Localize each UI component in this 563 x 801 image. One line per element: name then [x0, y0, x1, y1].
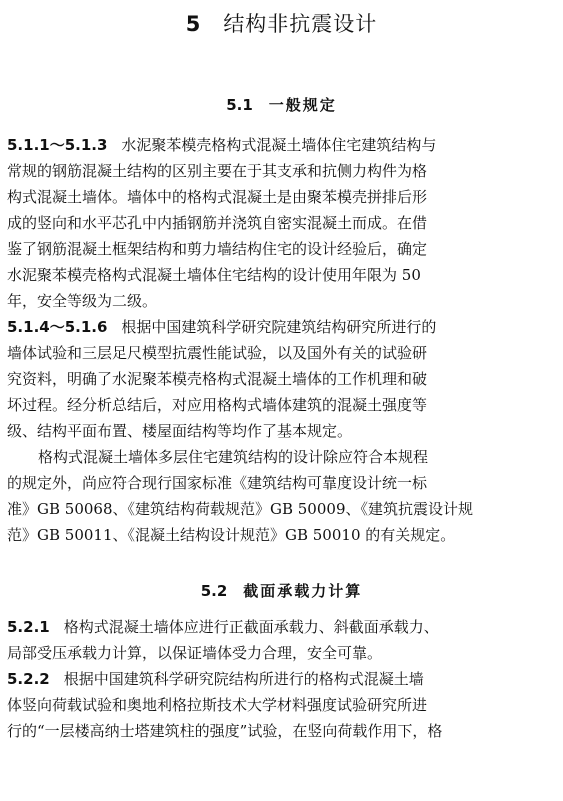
text-line: 成的竖向和水平芯孔中内插钢筋并浇筑自密实混凝土而成。在借 [7, 214, 428, 232]
text-line: 年，安全等级为二级。 [7, 292, 158, 310]
chapter-title [0, 8, 563, 38]
clause-5-1-4-first-line [7, 314, 556, 340]
section-number: 5.1 [226, 96, 253, 114]
text-line: 格构式混凝土墙体应进行正截面承载力、斜截面承载力、 [63, 618, 439, 636]
clause-5-2-1-first-line [7, 614, 556, 640]
text-line: 行的“一层楼高纳士塔建筑柱的强度”试验，在竖向荷载作用下，格 [7, 722, 443, 740]
clause-number: 5.2.1 [7, 618, 50, 636]
text-line: 坏过程。经分析总结后，对应用格构式墙体建筑的混凝土强度等 [7, 396, 428, 414]
paragraph-first-line: 格构式混凝土墙体多层住宅建筑结构的设计除应符合本规程 [38, 448, 429, 466]
clause-number: 5.1.1～5.1.3 [7, 136, 108, 154]
text-line: 范》GB 50011、《混凝土结构设计规范》GB 50010 的有关规定。 [7, 526, 456, 544]
section-title-text: 截面承载力计算 [243, 582, 363, 600]
section-title-5-1 [0, 94, 563, 115]
text-line: 常规的钢筋混凝土结构的区别主要在于其支承和抗侧力构件为格 [7, 162, 428, 180]
text-line: 准》GB 50068、《建筑结构荷载规范》GB 50009、《建筑抗震设计规 [7, 500, 473, 518]
text-line: 水泥聚苯模壳格构式混凝土墙体住宅建筑结构与 [121, 136, 437, 154]
text-line: 根据中国建筑科学研究院建筑结构研究所进行的 [121, 318, 437, 336]
text-line: 构式混凝土墙体。墙体中的格构式混凝土是由聚苯模壳拼排后形 [7, 188, 428, 206]
section-number: 5.2 [200, 582, 228, 600]
section-title-5-2 [0, 580, 563, 601]
clause-number: 5.1.4～5.1.6 [7, 318, 108, 336]
clause-number: 5.2.2 [7, 670, 50, 688]
chapter-title-text: 结构非抗震设计 [223, 12, 378, 36]
text-line: 究资料，明确了水泥聚苯模壳格构式混凝土墙体的工作机理和破 [7, 370, 428, 388]
text-line: 根据中国建筑科学研究院结构所进行的格构式混凝土墙 [63, 670, 424, 688]
section-title-text: 一般规定 [268, 96, 337, 114]
text-line: 级、结构平面布置、楼屋面结构等均作了基本规定。 [7, 422, 353, 440]
text-line: 水泥聚苯模壳格构式混凝土墙体住宅结构的设计使用年限为 50 [7, 266, 421, 284]
text-line: 鉴了钢筋混凝土框架结构和剪力墙结构住宅的设计经验后，确定 [7, 240, 428, 258]
text-line: 体竖向荷载试验和奥地利格拉斯技术大学材料强度试验研究所进 [7, 696, 428, 714]
text-line: 的规定外，尚应符合现行国家标准《建筑结构可靠度设计统一标 [7, 474, 428, 492]
text-line: 局部受压承载力计算，以保证墙体受力合理，安全可靠。 [7, 644, 383, 662]
text-line: 墙体试验和三层足尺模型抗震性能试验，以及国外有关的试验研 [7, 344, 428, 362]
chapter-number: 5 [185, 12, 202, 36]
clause-5-2-2-first-line [7, 666, 556, 692]
clause-5-1-1-first-line [7, 132, 556, 158]
